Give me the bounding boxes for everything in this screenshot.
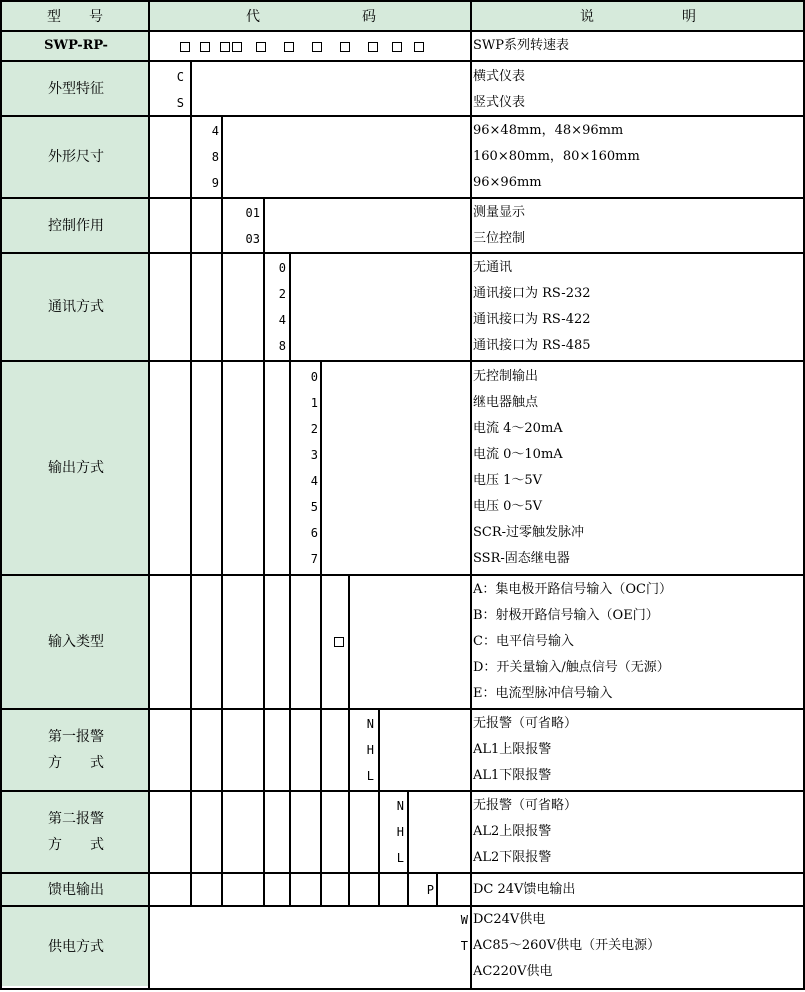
code-box <box>340 42 350 52</box>
section-label: 第二报警 方 式 <box>48 811 104 853</box>
option-code: 1 <box>310 396 318 410</box>
row-border <box>0 0 805 2</box>
option-code: T <box>460 939 468 953</box>
option-code: 0 <box>310 370 318 384</box>
model-label: SWP-RP- <box>44 38 108 53</box>
input-type-placeholder-box <box>334 637 344 647</box>
option-desc: DC24V供电 <box>473 912 546 927</box>
header-model: 型 号 <box>47 9 103 25</box>
section-label: 第一报警 方 式 <box>48 729 104 771</box>
section-label: 输入类型 <box>48 634 104 650</box>
option-desc: 横式仪表 <box>473 69 526 84</box>
code-col-border <box>221 115 223 905</box>
option-code: 7 <box>310 552 318 566</box>
option-desc: AL2下限报警 <box>473 850 552 865</box>
code-box <box>414 42 424 52</box>
option-desc: B：射极开路信号输入（OE门） <box>473 608 659 623</box>
header-desc-cell <box>472 2 803 30</box>
option-code: N <box>366 717 374 731</box>
option-desc: 测量显示 <box>473 205 526 220</box>
option-desc: DC 24V馈电输出 <box>473 882 576 897</box>
code-box <box>200 42 210 52</box>
option-desc: 无报警（可省略） <box>473 716 578 731</box>
option-desc: 96×48mm，48×96mm <box>473 123 624 138</box>
section-label: 输出方式 <box>48 460 104 476</box>
option-code: 6 <box>310 526 318 540</box>
option-desc: 通讯接口为 RS-485 <box>473 338 591 353</box>
code-box <box>220 42 230 52</box>
section-label: 馈电输出 <box>48 881 104 898</box>
code-box <box>312 42 322 52</box>
option-code: N <box>396 799 404 813</box>
option-desc: 继电器触点 <box>473 395 539 410</box>
row-border <box>0 988 805 990</box>
header-code-a: 代 <box>246 9 260 25</box>
option-code: S <box>176 96 184 110</box>
header-code-cell <box>150 2 470 30</box>
option-code: W <box>460 913 468 927</box>
option-desc: SSR-固态继电器 <box>473 551 570 566</box>
code-col-border <box>320 360 322 905</box>
option-code: H <box>396 825 404 839</box>
option-desc: 无通讯 <box>473 260 513 275</box>
option-desc: 通讯接口为 RS-422 <box>473 312 591 327</box>
code-box <box>256 42 266 52</box>
option-code: 2 <box>278 287 286 301</box>
option-code: 9 <box>211 176 219 190</box>
section-label: 外形尺寸 <box>48 149 104 165</box>
code-col-border <box>407 790 409 905</box>
option-code: 4 <box>310 474 318 488</box>
option-desc: 电压 1～5V <box>473 473 543 488</box>
option-desc: 无报警（可省略） <box>473 798 578 813</box>
option-desc: C：电平信号输入 <box>473 634 574 649</box>
code-box <box>368 42 378 52</box>
code-col-border <box>263 197 265 905</box>
model-desc: SWP系列转速表 <box>473 38 570 53</box>
row-border <box>0 30 805 32</box>
code-box <box>180 42 190 52</box>
option-desc: AL2上限报警 <box>473 824 552 839</box>
section-label: 外型特征 <box>48 80 104 97</box>
option-code: 8 <box>211 150 219 164</box>
code-box <box>392 42 402 52</box>
option-code: 0 <box>278 261 286 275</box>
option-desc: AL1下限报警 <box>473 768 552 783</box>
option-code: 3 <box>310 448 318 462</box>
code-col-border <box>190 60 192 905</box>
option-code: 2 <box>310 422 318 436</box>
option-desc: 96×96mm <box>473 175 542 190</box>
option-desc: 160×80mm，80×160mm <box>473 149 640 164</box>
option-desc: 三位控制 <box>473 231 526 246</box>
option-desc: D：开关量输入/触点信号（无源） <box>473 660 670 675</box>
header-code-b: 码 <box>362 9 376 25</box>
option-desc: AC220V供电 <box>473 964 553 979</box>
code-box <box>232 42 242 52</box>
option-desc: 电流 4～20mA <box>473 421 563 436</box>
option-code: 8 <box>278 339 286 353</box>
option-desc: A：集电极开路信号输入（OC门） <box>473 582 672 597</box>
code-placeholders <box>180 33 424 61</box>
code-box <box>284 42 294 52</box>
option-code: 01 <box>245 206 260 220</box>
option-code: L <box>396 851 404 865</box>
option-code: 5 <box>310 500 318 514</box>
option-desc: E：电流型脉冲信号输入 <box>473 686 613 701</box>
option-code: 03 <box>245 232 260 246</box>
section-label: 通讯方式 <box>48 299 104 315</box>
option-desc: 通讯接口为 RS-232 <box>473 286 591 301</box>
option-code: H <box>366 743 374 757</box>
option-desc: 电流 0～10mA <box>473 447 563 462</box>
option-code: L <box>366 769 374 783</box>
header-desc-a: 说 <box>580 9 594 25</box>
header-desc-b: 明 <box>682 9 696 25</box>
option-code: 4 <box>211 124 219 138</box>
code-col-border <box>289 252 291 905</box>
option-desc: 电压 0～5V <box>473 499 543 514</box>
option-desc: AC85～260V供电（开关电源） <box>473 938 661 953</box>
code-col-border <box>436 872 438 905</box>
section-label: 控制作用 <box>48 217 104 234</box>
option-desc: 竖式仪表 <box>473 95 526 110</box>
code-col-border <box>348 574 350 905</box>
code-col-border <box>378 708 380 905</box>
option-desc: SCR-过零触发脉冲 <box>473 525 585 540</box>
section-label: 供电方式 <box>48 938 104 955</box>
option-desc: 无控制输出 <box>473 369 539 384</box>
option-desc: AL1上限报警 <box>473 742 552 757</box>
option-code: 4 <box>278 313 286 327</box>
option-code: C <box>176 70 184 84</box>
option-code: P <box>426 883 434 897</box>
col-border <box>470 0 472 990</box>
